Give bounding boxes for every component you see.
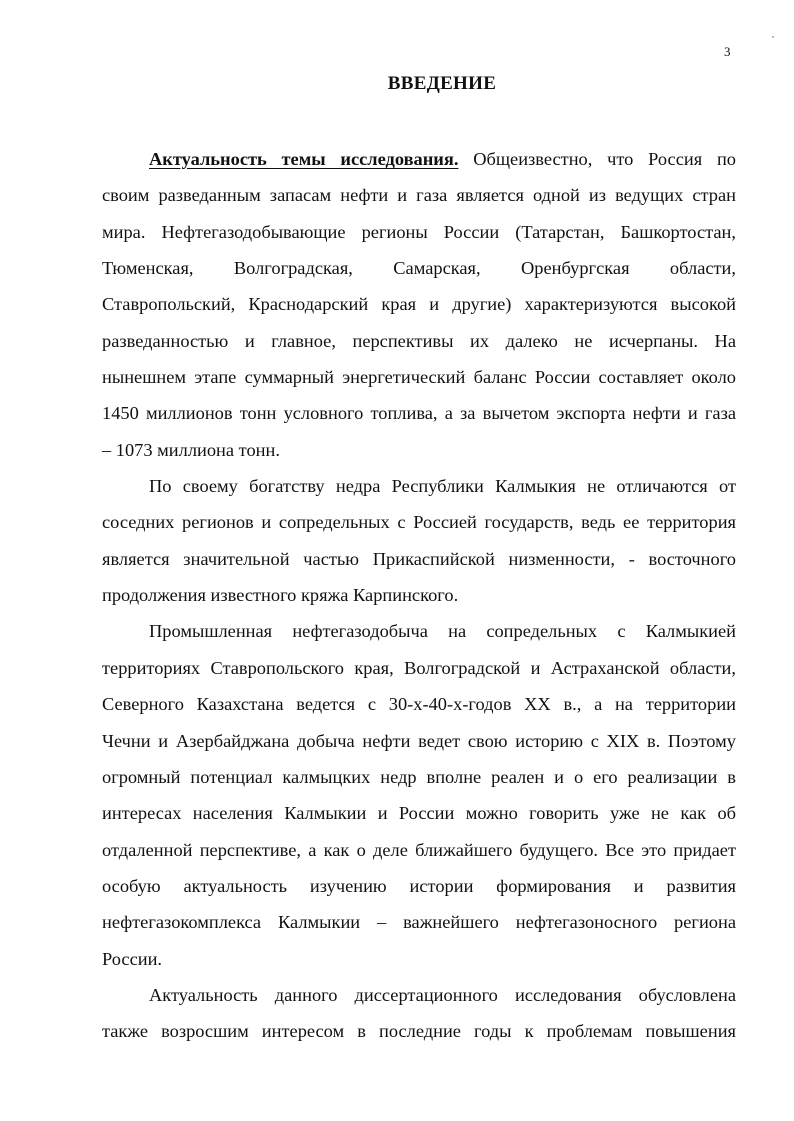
paragraph-2-line: является значительной частью Прикаспийской низменности, - восточного	[102, 548, 736, 569]
paragraph-3-line: особую актуальность изучению истории формирования и развития	[102, 875, 736, 896]
paragraph-3-line: Промышленная нефтегазодобыча на сопредельных с Калмыкией	[149, 621, 736, 642]
paragraph-3-line: Чечни и Азербайджана добыча нефти ведет свою историю с XIX в. Поэтому	[102, 730, 736, 751]
paragraph-2-line: продолжения известного кряжа Карпинского.	[102, 585, 459, 606]
paragraph-2-line: По своему богатству недра Республики Калмыкия не отличаются от	[149, 476, 736, 497]
section-heading: ВВЕДЕНИЕ	[387, 73, 497, 94]
paragraph-1-line: Ставропольский, Краснодарский края и другие) характеризуются высокой	[102, 294, 736, 315]
paragraph-1-line-1: Актуальность темы исследования. Общеизвестно, что Россия по	[149, 149, 736, 169]
page-number: 3	[724, 44, 731, 59]
paragraph-3-line: отдаленной перспективе, а как о деле ближайшего будущего. Все это придает	[102, 839, 736, 860]
paragraph-1-line: своим разведанным запасам нефти и газа является одной из ведущих стран	[102, 185, 736, 206]
paragraph-4-line: Актуальность данного диссертационного исследования обусловлена	[149, 984, 736, 1005]
paragraph-3-line: Северного Казахстана ведется с 30-х-40-х-годов XX в., а на территории	[102, 694, 736, 715]
paragraph-4-line: также возросшим интересом в последние годы к проблемам повышения	[102, 1021, 736, 1042]
paragraph-3-line: нефтегазокомплекса Калмыкии – важнейшего нефтегазоносного региона	[102, 912, 736, 933]
scan-artifact	[772, 36, 774, 38]
paragraph-2-line: соседних регионов и сопредельных с Россией государств, ведь ее территория	[102, 512, 736, 533]
paragraph-1-line: Тюменская, Волгоградская, Самарская, Оренбургская области,	[102, 258, 736, 279]
paragraph-3-line: территориях Ставропольского края, Волгоградской и Астраханской области,	[102, 657, 736, 678]
body-text	[102, 141, 736, 1050]
paragraph-3-line: огромный потенциал калмыцких недр вполне реален и о его реализации в	[102, 766, 736, 787]
paragraph-3-line: интересах населения Калмыкии и России можно говорить уже не как об	[102, 803, 736, 824]
lead-phrase: Актуальность темы исследования.	[149, 149, 459, 169]
paragraph-1-line: разведанностью и главное, перспективы их далеко не исчерпаны. На	[102, 330, 736, 351]
paragraph-3-line: России.	[102, 948, 163, 969]
paragraph-1-line: нынешнем этапе суммарный энергетический баланс России составляет около	[102, 367, 736, 388]
paragraph-1-line: – 1073 миллиона тонн.	[102, 439, 280, 460]
paragraph-1-line: мира. Нефтегазодобывающие регионы России (Татарстан, Башкортостан,	[102, 221, 736, 242]
paragraph-1-line: 1450 миллионов тонн условного топлива, а за вычетом экспорта нефти и газа	[102, 403, 736, 424]
